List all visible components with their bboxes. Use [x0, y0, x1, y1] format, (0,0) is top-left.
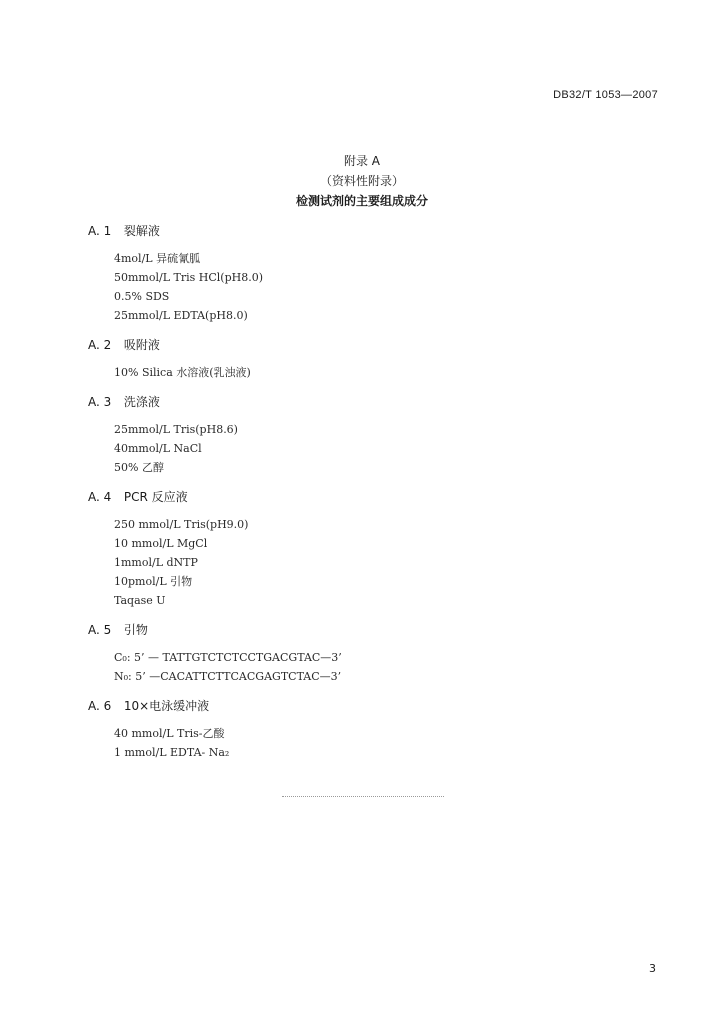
list-item: 25mmol/L Tris(pH8.6) [114, 423, 238, 436]
list-item: 0.5% SDS [114, 290, 170, 303]
section-number: A. 5 [88, 623, 112, 637]
section-title: PCR 反应液 [123, 490, 188, 504]
section-number: A. 2 [88, 338, 112, 352]
section-items-a6 [114, 724, 229, 762]
list-item: 10 mmol/L MgCl [114, 537, 208, 550]
section-heading-a3 [88, 393, 160, 410]
section-title: 吸附液 [123, 338, 160, 352]
section-number: A. 1 [88, 224, 112, 238]
list-item: Taqase U [114, 594, 166, 607]
section-heading-a5 [88, 621, 148, 638]
section-number: A. 3 [88, 395, 112, 409]
section-items-a1 [114, 249, 263, 325]
list-item: 250 mmol/L Tris(pH9.0) [114, 518, 249, 531]
section-items-a2 [114, 363, 251, 382]
section-items-a5 [114, 648, 342, 686]
list-item: 25mmol/L EDTA(pH8.0) [114, 309, 248, 322]
document-code: DB32/T 1053—2007 [553, 89, 658, 101]
section-number: A. 4 [88, 490, 112, 504]
section-title: 10×电泳缓冲液 [123, 699, 210, 713]
section-heading-a1 [88, 222, 160, 239]
list-item: 10pmol/L 引物 [114, 575, 193, 588]
appendix-type: （资料性附录） [319, 174, 404, 188]
list-item: N₀: 5’ —CACATTCTTCACGAGTCTAC—3’ [114, 670, 342, 683]
section-title: 洗涤液 [123, 395, 160, 409]
list-item: 50mmol/L Tris HCl(pH8.0) [114, 271, 263, 284]
appendix-label: 附录 A [343, 154, 381, 168]
list-item: 40mmol/L NaCl [114, 442, 202, 455]
section-heading-a4 [88, 488, 188, 505]
section-heading-a2 [88, 336, 160, 353]
list-item: 1 mmol/L EDTA- Na₂ [114, 746, 230, 759]
appendix-heading [0, 151, 724, 211]
appendix-title: 检测试剂的主要组成成分 [295, 194, 428, 208]
section-items-a3 [114, 420, 238, 477]
list-item: C₀: 5’ — TATTGTCTCTCCTGACGTAC—3’ [114, 651, 342, 664]
section-title: 引物 [123, 623, 148, 637]
list-item: 4mol/L 异硫氰胍 [114, 252, 201, 265]
list-item: 10% Silica 水溶液(乳浊液) [114, 366, 251, 379]
section-number: A. 6 [88, 699, 112, 713]
list-item: 40 mmol/L Tris-乙酸 [114, 727, 225, 740]
end-divider [282, 796, 444, 797]
list-item: 1mmol/L dNTP [114, 556, 198, 569]
section-items-a4 [114, 515, 248, 610]
list-item: 50% 乙醇 [114, 461, 164, 474]
section-title: 裂解液 [123, 224, 160, 238]
section-heading-a6 [88, 697, 209, 714]
page-number: 3 [649, 962, 656, 975]
